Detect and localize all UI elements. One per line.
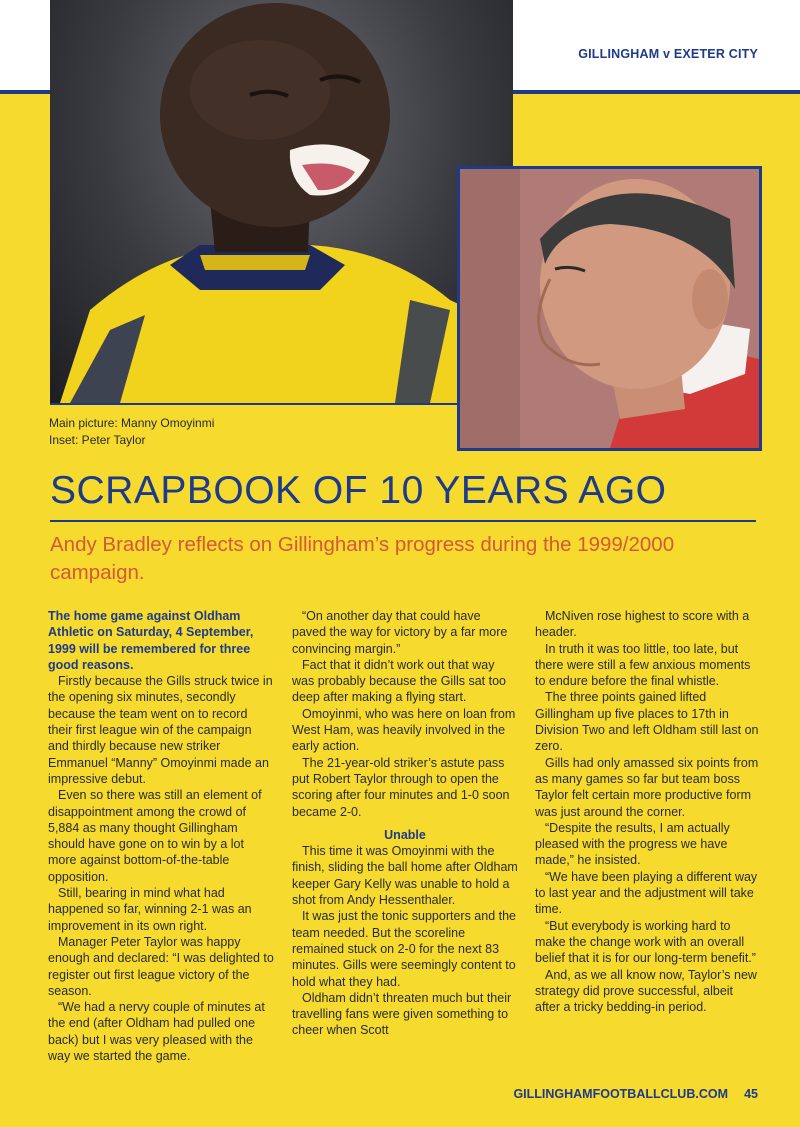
article-paragraph: “We have been playing a different way to last year and the adjustment will take time. [535,869,758,917]
article-paragraph: McNiven rose highest to score with a header. [535,609,750,640]
article-paragraph: Still, bearing in mind what had happened so far, winning 2-1 was an improvement in its own right. [48,886,252,933]
article-paragraph: “Despite the results, I am actually pleased with the progress we have made,” he insisted. [535,820,730,868]
caption-line-inset: Inset: Peter Taylor [49,433,146,447]
article-paragraph: “But everybody is working hard to make the change work with an overall belief that it is for our long-term benefit.” [535,918,756,966]
footer-website: GILLINGHAMFOOTBALLCLUB.COM [513,1087,728,1101]
manager-illustration [460,169,759,448]
article-paragraph: Manager Peter Taylor was happy enough and declared: “I was delighted to register out first league victory of the season. [48,934,274,998]
article-headline: SCRAPBOOK OF 10 YEARS AGO [50,469,667,512]
article-paragraph: “On another day that could have paved the way for victory by a far more convincing margin.” [292,609,508,656]
article-subhead: Unable [384,827,426,842]
article-paragraph: Gills had only amassed six points from as many games so far but team boss Taylor felt certain more productive form was just around the corner. [535,755,759,819]
article-paragraph: This time it was Omoyinmi with the finish, sliding the ball home after Oldham keeper Gary Kelly was unable to hold a shot from Andy Hessenthaler. [292,844,518,908]
article-paragraph: The 21-year-old striker’s astute pass put Robert Taylor through to open the scoring after four minutes and 1-0 soon became 2-0. [292,755,510,819]
headline-rule [50,520,756,522]
main-photo [50,0,513,405]
page-number: 45 [744,1087,758,1101]
article-column-2 [292,608,518,1039]
article-paragraph: It was just the tonic supporters and the team needed. But the scoreline remained stuck on 2-0 for the next 83 minutes. Gills were seemingly content to hold what they had. [292,909,517,989]
caption-line-main: Main picture: Manny Omoyinmi [49,416,215,430]
match-header: GILLINGHAM v EXETER CITY [578,47,758,61]
article-paragraph: The three points gained lifted Gillingham up five places to 17th in Division Two and left Oldham still last on zero. [535,690,759,754]
article-paragraph: Omoyinmi, who was here on loan from West Ham, was heavily involved in the early action. [292,706,516,754]
article-standfirst: Andy Bradley reflects on Gillingham’s progress during the 1999/2000 campaign. [50,533,675,584]
article-paragraph: Firstly because the Gills struck twice in the opening six minutes, secondly because the team went on to record their first league win of the campaign and thirdly because new striker Emmanuel “Manny” Omoyinmi made an impressive debut. [48,674,273,786]
article-lead-paragraph: The home game against Oldham Athletic on Saturday, 4 September, 1999 will be remembered for three good reasons. [48,609,254,672]
article-column-1 [48,608,274,1064]
player-illustration [50,0,513,403]
article-column-3 [535,608,761,1015]
photo-caption [49,415,214,449]
article-paragraph: Oldham didn’t threaten much but their travelling fans were given something to cheer when Scott [292,990,512,1038]
article-paragraph: Even so there was still an element of disappointment among the crowd of 5,884 as many thought Gillingham should have gone on to win by a lot more against bottom-of-the-table opposition. [48,788,262,884]
article-paragraph: And, as we all know now, Taylor’s new strategy did prove successful, albeit after a tricky bedding-in period. [535,967,757,1015]
article-paragraph: Fact that it didn’t work out that way was probably because the Gills sat too deep after making a flying start. [292,657,507,705]
article-paragraph: “We had a nervy couple of minutes at the end (after Oldham had pulled one back) but I was very pleased with the way we started the game. [48,1000,265,1064]
article-paragraph: In truth it was too little, too late, but there were still a few anxious moments to endure before the final whistle. [535,641,751,689]
inset-photo [457,166,762,451]
